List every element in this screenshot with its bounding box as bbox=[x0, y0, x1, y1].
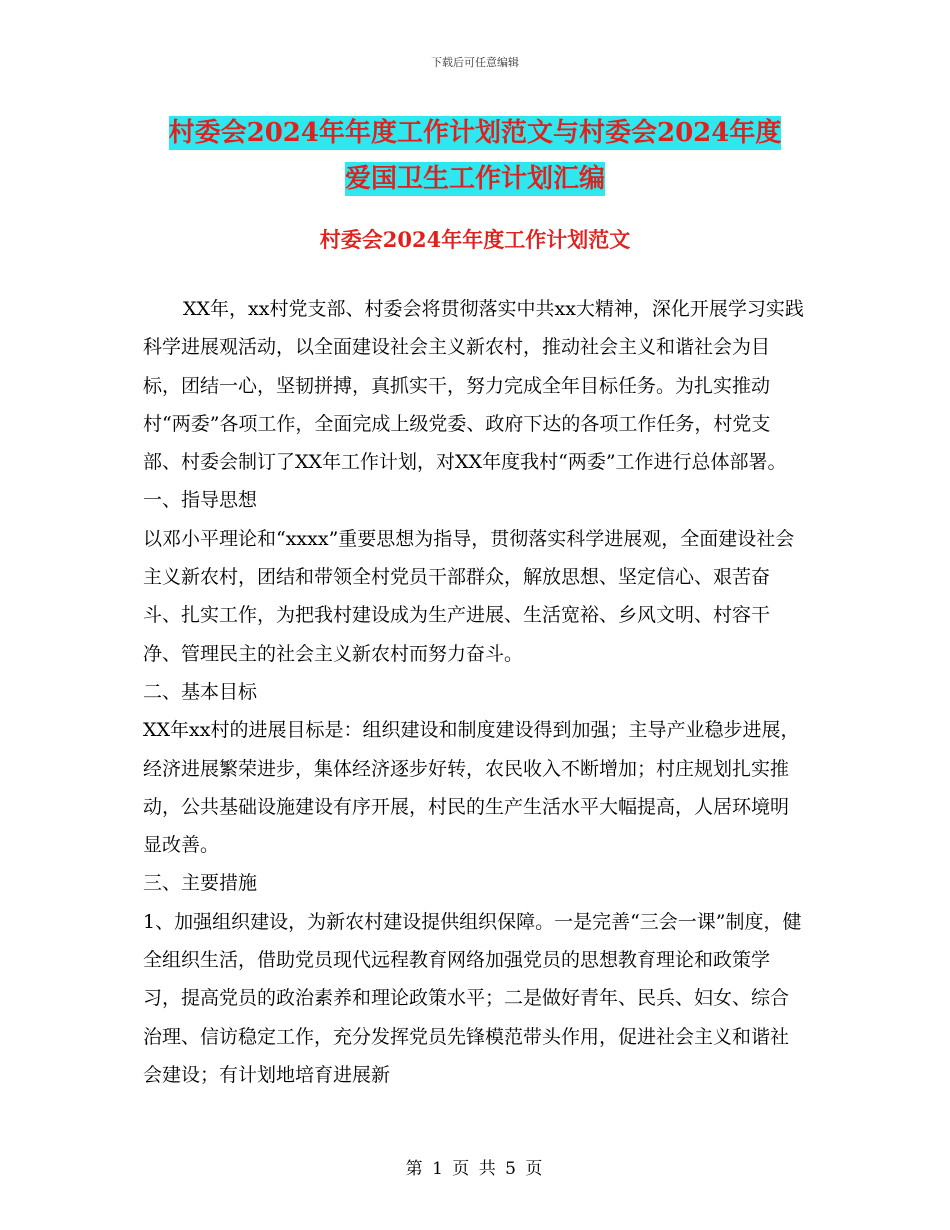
document-title bbox=[140, 110, 810, 202]
title-line-2: 爱国卫生工作计划汇编 bbox=[344, 164, 605, 194]
paragraph-main-measures: 1、加强组织建设，为新农村建设提供组织保障。一是完善“三会一课”制度，健全组织生活，借助党员现代远程教育网络加强党员的思想教育理论和政策学习，提高党员的政治素养和理论政策水平；二是做好青年、民兵、妇女、综合治理、信访稳定工作，充分发挥党员先锋模范带头作用，促进社会主义和谐社会建设；有计划地培育进展新 bbox=[143, 910, 802, 1086]
section-title: 村委会2024年年度工作计划范文 bbox=[319, 227, 631, 252]
paragraph-basic-goals: XX年xx村的进展目标是：组织建设和制度建设得到加强；主导产业稳步进展，经济进展繁荣进步，集体经济逐步好转，农民收入不断增加；村庄规划扎实推动，公共基础设施建设有序开展，村民的生产生活水平大幅提高，人居环境明显改善。 bbox=[143, 719, 800, 857]
title-line-1: 村委会2024年年度工作计划范文与村委会2024年度 bbox=[168, 118, 782, 148]
heading-basic-goals: 二、基本目标 bbox=[143, 680, 258, 703]
heading-guiding-ideology: 一、指导思想 bbox=[143, 489, 258, 512]
body-content bbox=[143, 290, 807, 1094]
page-header-note: 下载后可任意编辑 bbox=[431, 56, 519, 69]
heading-main-measures: 三、主要措施 bbox=[143, 872, 258, 895]
page-number-footer: 第 1 页 共 5 页 bbox=[405, 1159, 545, 1179]
paragraph-guiding-ideology: 以邓小平理论和“xxxx”重要思想为指导，贯彻落实科学进展观，全面建设社会主义新农村，团结和带领全村党员干部群众，解放思想、坚定信心、艰苦奋斗、扎实工作，为把我村建设成为生产进展、生活宽裕、乡风文明、村容干净、管理民主的社会主义新农村而努力奋斗。 bbox=[143, 527, 795, 665]
intro-paragraph: XX年，xx村党支部、村委会将贯彻落实中共xx大精神，深化开展学习实践科学进展观活动，以全面建设社会主义新农村，推动社会主义和谐社会为目标，团结一心，坚韧拼搏，真抓实干，努力完成全年目标任务。为扎实推动村“两委”各项工作，全面完成上级党委、政府下达的各项工作任务，村党支部、村委会制订了XX年工作计划，对XX年度我村“两委”工作进行总体部署。 bbox=[143, 298, 804, 474]
